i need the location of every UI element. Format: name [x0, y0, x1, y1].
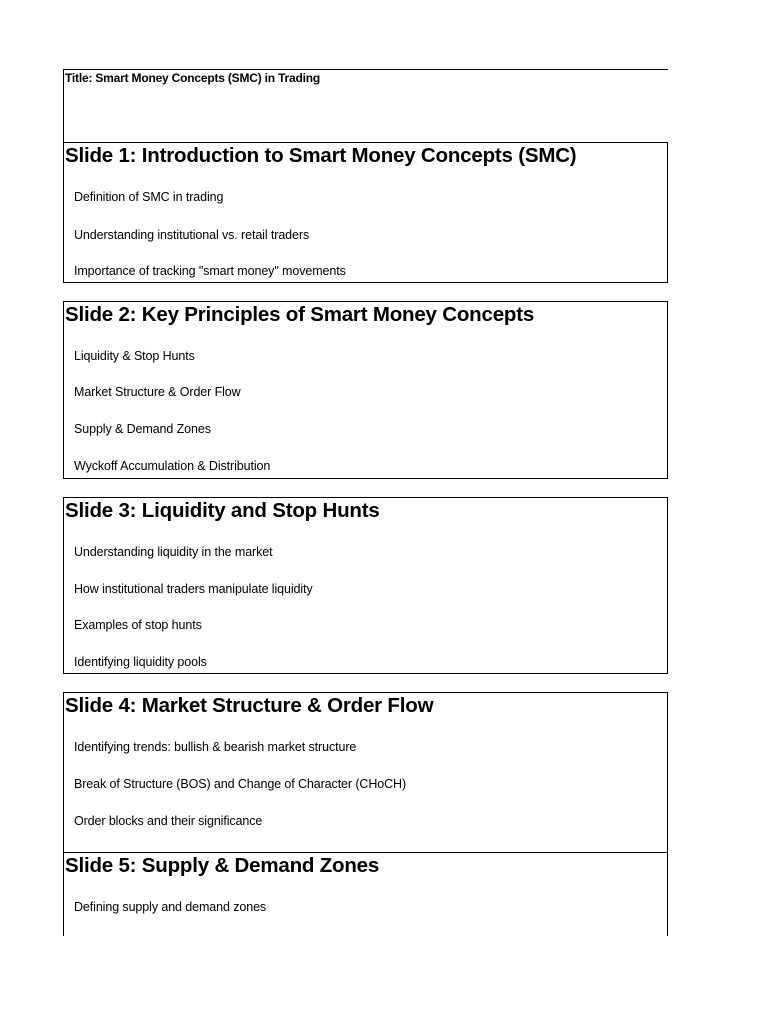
slide-5-section: [63, 852, 668, 936]
slide-4-item-1: Identifying trends: bullish & bearish market structure: [74, 740, 357, 754]
slide-3-item-2: How institutional traders manipulate liquidity: [74, 582, 313, 596]
slide-2-item-4: Wyckoff Accumulation & Distribution: [74, 459, 271, 473]
slide-2-heading: Slide 2: Key Principles of Smart Money Concepts: [65, 303, 535, 326]
title-cell: [63, 69, 668, 142]
slide-5-heading: Slide 5: Supply & Demand Zones: [65, 854, 380, 877]
slide-1-heading: Slide 1: Introduction to Smart Money Concepts (SMC): [65, 144, 577, 167]
slide-5-item-1: Defining supply and demand zones: [74, 900, 267, 914]
slide-4-item-3: Order blocks and their significance: [74, 814, 263, 828]
slide-2-section: [63, 301, 668, 479]
document-title: Title: Smart Money Concepts (SMC) in Trading: [65, 71, 321, 85]
slide-4-section: [63, 692, 668, 852]
slide-1-section: [63, 142, 668, 283]
slide-3-item-4: Identifying liquidity pools: [74, 655, 207, 669]
document-sheet: [63, 69, 668, 936]
slide-1-item-3: Importance of tracking "smart money" movements: [74, 264, 346, 278]
slide-3-item-3: Examples of stop hunts: [74, 618, 202, 632]
slide-1-item-1: Definition of SMC in trading: [74, 190, 224, 204]
slide-2-item-1: Liquidity & Stop Hunts: [74, 349, 195, 363]
slide-3-section: [63, 497, 668, 674]
slide-1-item-2: Understanding institutional vs. retail traders: [74, 228, 310, 242]
slide-3-item-1: Understanding liquidity in the market: [74, 545, 273, 559]
slide-4-item-2: Break of Structure (BOS) and Change of Character (CHoCH): [74, 777, 407, 791]
slide-2-item-2: Market Structure & Order Flow: [74, 385, 241, 399]
slide-3-heading: Slide 3: Liquidity and Stop Hunts: [65, 499, 380, 522]
slide-4-heading: Slide 4: Market Structure & Order Flow: [65, 694, 434, 717]
slide-2-item-3: Supply & Demand Zones: [74, 422, 211, 436]
